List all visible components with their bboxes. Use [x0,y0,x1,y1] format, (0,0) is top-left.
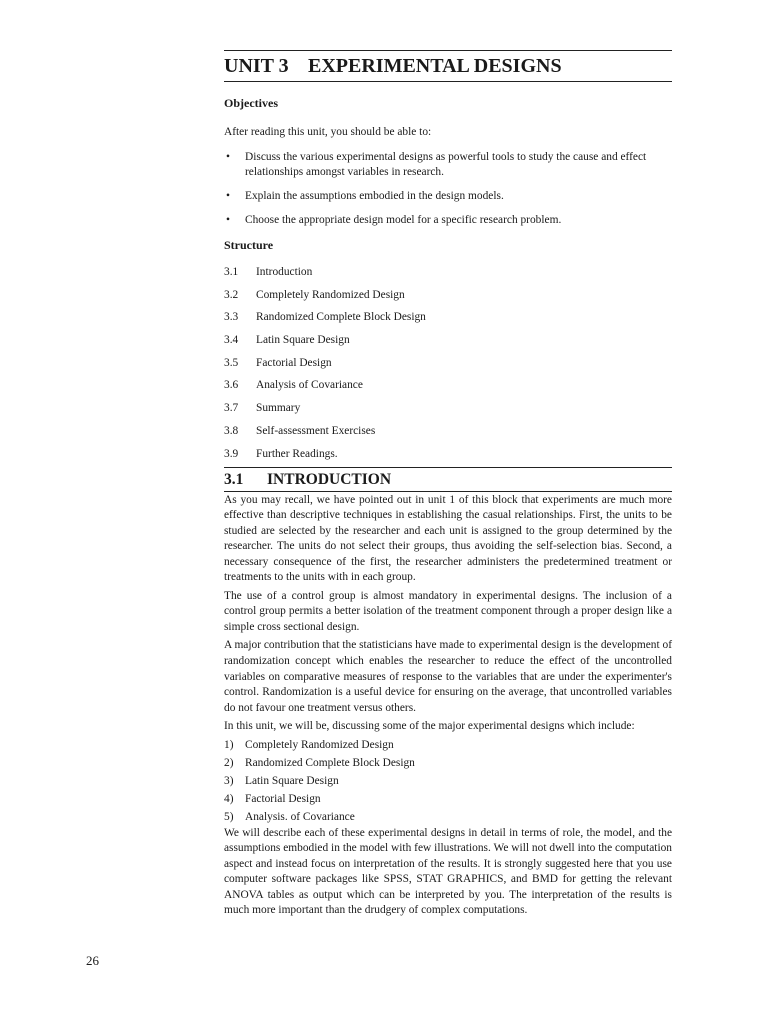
structure-item [224,310,672,333]
structure-item [224,447,672,462]
title-top-rule [224,50,672,51]
page-content [224,50,672,919]
structure-item [224,265,672,288]
unit-number: UNIT 3 [224,55,289,77]
list-item-label: Analysis. of Covariance [245,810,355,823]
structure-item-label: Randomized Complete Block Design [256,311,426,324]
structure-item-number: 3.2 [224,288,239,301]
structure-item-label: Further Readings. [256,447,338,460]
list-item-number: 4) [224,792,234,805]
paragraph: In this unit, we will be, discussing some of the major experimental designs which include: [224,720,635,733]
structure-item-number: 3.3 [224,311,239,324]
section-number: 3.1 [224,470,244,488]
bullet-icon: • [226,214,230,226]
structure-item-number: 3.7 [224,402,239,415]
structure-heading: Structure [224,238,274,252]
list-item [224,808,672,826]
section-title: INTRODUCTION [267,470,392,488]
list-item-label: Randomized Complete Block Design [245,756,415,769]
structure-item-label: Summary [256,402,301,415]
structure-item-number: 3.4 [224,334,239,347]
section-heading [224,470,672,490]
section-top-rule [224,467,672,468]
objective-item [224,150,672,180]
list-item [224,790,672,808]
design-list [224,736,672,826]
bullet-icon: • [226,151,230,163]
structure-item [224,424,672,447]
objective-text: Explain the assumptions embodied in the design models. [245,190,504,202]
list-item [224,754,672,772]
structure-item-label: Introduction [256,266,313,278]
structure-item-number: 3.5 [224,356,239,369]
objectives-list [224,150,672,228]
structure-item-number: 3.8 [224,424,239,437]
paragraph: As you may recall, we have pointed out in unit 1 of this block that experiments are much more effective than descriptive techniques in establishing the casual relationships. First, the units to be studied are selected by the researcher and each unit is assigned to the group determined by the researcher. The units do not select their groups, thus avoiding the self-selection bias. Second, a necessary consequence of the first, the researcher administers the predetermined treatment or treatments to the units with in each group. [224,493,672,584]
title-bottom-rule [224,81,672,82]
structure-list [224,265,672,462]
paragraph: The use of a control group is almost mandatory in experimental designs. The inclusion of a control group permits a better isolation of the treatment component through a proper design like a simple cross sectional design. [224,589,672,633]
section-bottom-rule [224,491,672,492]
unit-title-text: EXPERIMENTAL DESIGNS [308,55,562,77]
structure-item-label: Latin Square Design [256,334,350,347]
page-number: 26 [86,953,99,968]
unit-title [224,53,672,79]
structure-item-label: Self-assessment Exercises [256,424,376,437]
list-item-number: 1) [224,738,234,751]
structure-item [224,333,672,356]
structure-item-number: 3.6 [224,379,239,392]
bullet-icon: • [226,190,230,202]
list-item-label: Latin Square Design [245,774,339,787]
objectives-intro: After reading this unit, you should be able to: [224,126,432,138]
objective-text: Discuss the various experimental designs as powerful tools to study the cause and effect relationships amongst variables in research. [245,151,647,178]
list-item-number: 3) [224,774,234,787]
list-item-number: 2) [224,756,234,769]
structure-item-label: Completely Randomized Design [256,288,405,301]
structure-item [224,288,672,311]
objective-item [224,189,672,204]
list-item-label: Factorial Design [245,792,321,805]
objectives-heading: Objectives [224,96,278,110]
closing-paragraph: We will describe each of these experimental designs in detail in terms of role, the model, and the assumptions embodied in the model with few illustrations. We will not dwell into the computation aspect and instead focus on interpretation of the results. It is strongly suggested here that you use computer software packages like SPSS, STAT GRAPHICS, and BMD for getting the relevant ANOVA tables as output which can be interpreted by you. The interpretation of the results is much more important than the drudgery of complex computations. [224,826,672,917]
structure-item [224,356,672,379]
list-item [224,736,672,754]
objective-item [224,213,672,228]
objective-text: Choose the appropriate design model for a specific research problem. [245,214,562,226]
structure-item-number: 3.9 [224,447,239,460]
paragraph: A major contribution that the statisticians have made to experimental design is the development of randomization concept which enables the researcher to reduce the effect of the uncontrolled variables on comparative measures of response to the variables that are under the experimenter's control. Randomization is a useful device for ensuring on the average, that uncontrolled variables do not favour one treatment versus others. [224,639,672,714]
list-item [224,772,672,790]
list-item-number: 5) [224,810,234,823]
structure-item [224,378,672,401]
list-item-label: Completely Randomized Design [245,738,394,751]
structure-item-label: Factorial Design [256,356,332,369]
structure-item-number: 3.1 [224,266,239,278]
structure-item [224,401,672,424]
structure-item-label: Analysis of Covariance [256,379,363,392]
